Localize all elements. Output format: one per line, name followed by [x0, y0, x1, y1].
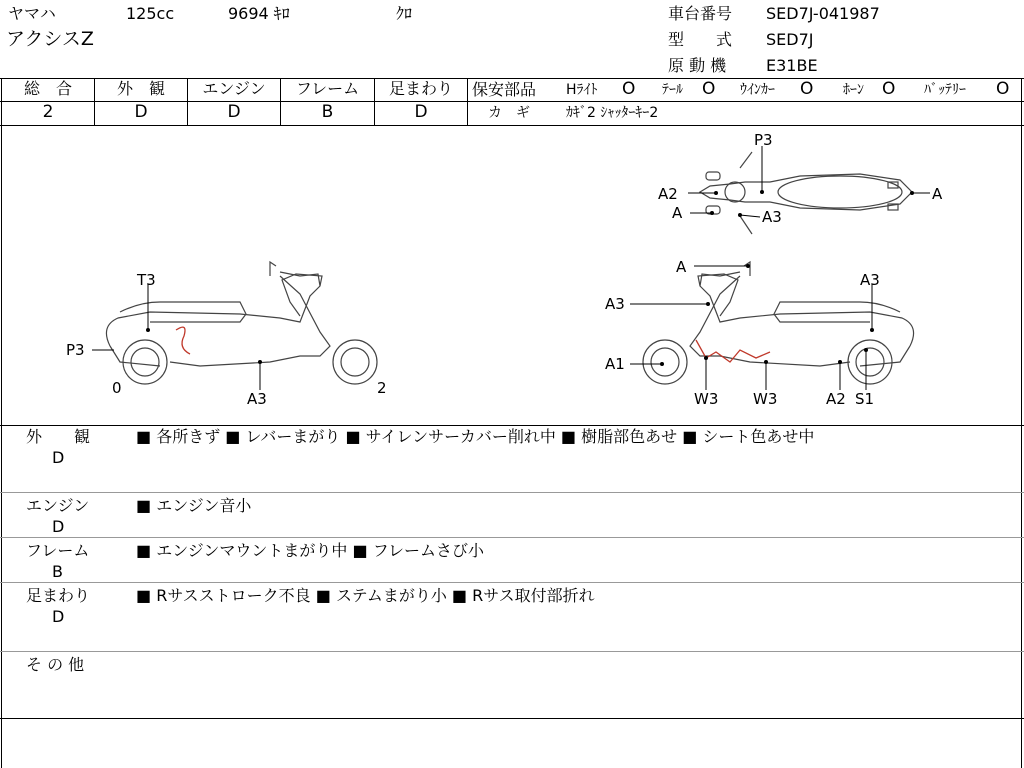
safety-label: 保安部品 [472, 80, 537, 99]
displacement: 125cc [126, 4, 175, 23]
detail-grade-exterior: D [52, 448, 65, 467]
label-right-s1: S1 [855, 390, 875, 408]
label-right-a1: A1 [605, 355, 625, 373]
grade-label-engine: エンジン [202, 79, 266, 98]
label-left-0: 0 [112, 379, 122, 397]
type-value: SED7J [766, 30, 814, 49]
safety-item-headlight: Hﾗｲﾄ [566, 82, 598, 98]
key-label: カ ギ [488, 105, 530, 121]
label-right-a3-right: A3 [860, 271, 880, 289]
label-top-p3: P3 [754, 131, 773, 149]
color: ｸﾛ [396, 4, 413, 23]
detail-text-engine: ■ エンジン音小 [136, 496, 252, 515]
detail-text-frame: ■ エンジンマウントまがり中 ■ フレームさび小 [136, 541, 485, 560]
grade-label-overall: 総 合 [23, 79, 72, 98]
label-right-a: A [676, 258, 687, 276]
label-top-a3: A3 [762, 208, 782, 226]
mileage: 9694 ｷﾛ [228, 4, 290, 23]
safety-mid-border [467, 101, 1024, 102]
detail-text-suspension: ■ Rサスストローク不良 ■ ステムまがり小 ■ Rサス取付部折れ [136, 586, 595, 605]
type-label: 型 式 [668, 30, 733, 49]
detail-grade-suspension: D [52, 607, 65, 626]
detail-bottom-border [0, 718, 1024, 719]
label-right-w3-a: W3 [694, 390, 719, 408]
safety-item-battery: ﾊﾞｯﾃﾘｰ [924, 82, 966, 98]
detail-grade-engine: D [52, 517, 65, 536]
safety-item-tail: ﾃｰﾙ [662, 82, 683, 98]
label-top-a2: A2 [658, 185, 678, 203]
grade-value-suspension: D [414, 102, 428, 122]
detail-divider [0, 492, 1024, 493]
detail-text-exterior: ■ 各所きず ■ レバーまがり ■ サイレンサーカバー削れ中 ■ 樹脂部色あせ ■ シート色あせ中 [136, 427, 815, 446]
model-name: アクシスZ [6, 28, 94, 50]
leader-lines [92, 146, 930, 390]
label-left-a3: A3 [247, 390, 267, 408]
label-right-w3-b: W3 [753, 390, 778, 408]
label-left-t3: T3 [137, 271, 156, 289]
detail-divider [0, 651, 1024, 652]
grade-value-frame: B [321, 102, 334, 122]
detail-divider [0, 537, 1024, 538]
safety-item-horn: ﾎｰﾝ [843, 82, 864, 98]
grade-label-frame: フレーム [295, 79, 360, 98]
safety-mark-winker: O [800, 79, 814, 99]
grade-divider [467, 78, 468, 125]
detail-label-engine: エンジン [26, 496, 90, 515]
key-value: ｶｷﾞ2 ｼｬｯﾀｰｷｰ2 [566, 105, 659, 121]
grade-value-exterior: D [134, 102, 148, 122]
detail-label-frame: フレーム [26, 541, 90, 560]
label-top-a-left: A [672, 204, 683, 222]
grade-label-exterior: 外 観 [116, 79, 165, 98]
scooter-diagram [0, 126, 1024, 426]
safety-mark-headlight: O [622, 79, 636, 99]
label-right-a3-left: A3 [605, 295, 625, 313]
safety-item-winker: ｳｲﾝｶｰ [740, 82, 775, 98]
detail-divider [0, 582, 1024, 583]
detail-label-suspension: 足まわり [26, 586, 91, 605]
engine-label: 原 動 機 [668, 56, 727, 75]
label-top-a-right: A [932, 185, 943, 203]
safety-mark-battery: O [996, 79, 1010, 99]
damage-marks [176, 327, 770, 362]
scooter-top-view [700, 152, 912, 234]
label-left-p3: P3 [66, 341, 85, 359]
detail-grade-frame: B [52, 562, 63, 581]
label-left-2: 2 [377, 379, 387, 397]
maker: ヤマハ [8, 4, 56, 23]
safety-mark-horn: O [882, 79, 896, 99]
grade-value-overall: 2 [42, 102, 54, 122]
label-right-a2: A2 [826, 390, 846, 408]
grade-label-suspension: 足まわり [388, 79, 453, 98]
grade-value-engine: D [227, 102, 241, 122]
chassis-label: 車台番号 [668, 4, 733, 23]
detail-label-exterior: 外 観 [26, 427, 91, 446]
engine-value: E31BE [766, 56, 818, 75]
detail-label-other: そ の 他 [26, 655, 85, 674]
chassis-value: SED7J-041987 [766, 4, 880, 23]
safety-mark-tail: O [702, 79, 716, 99]
leader-dots [146, 190, 914, 366]
